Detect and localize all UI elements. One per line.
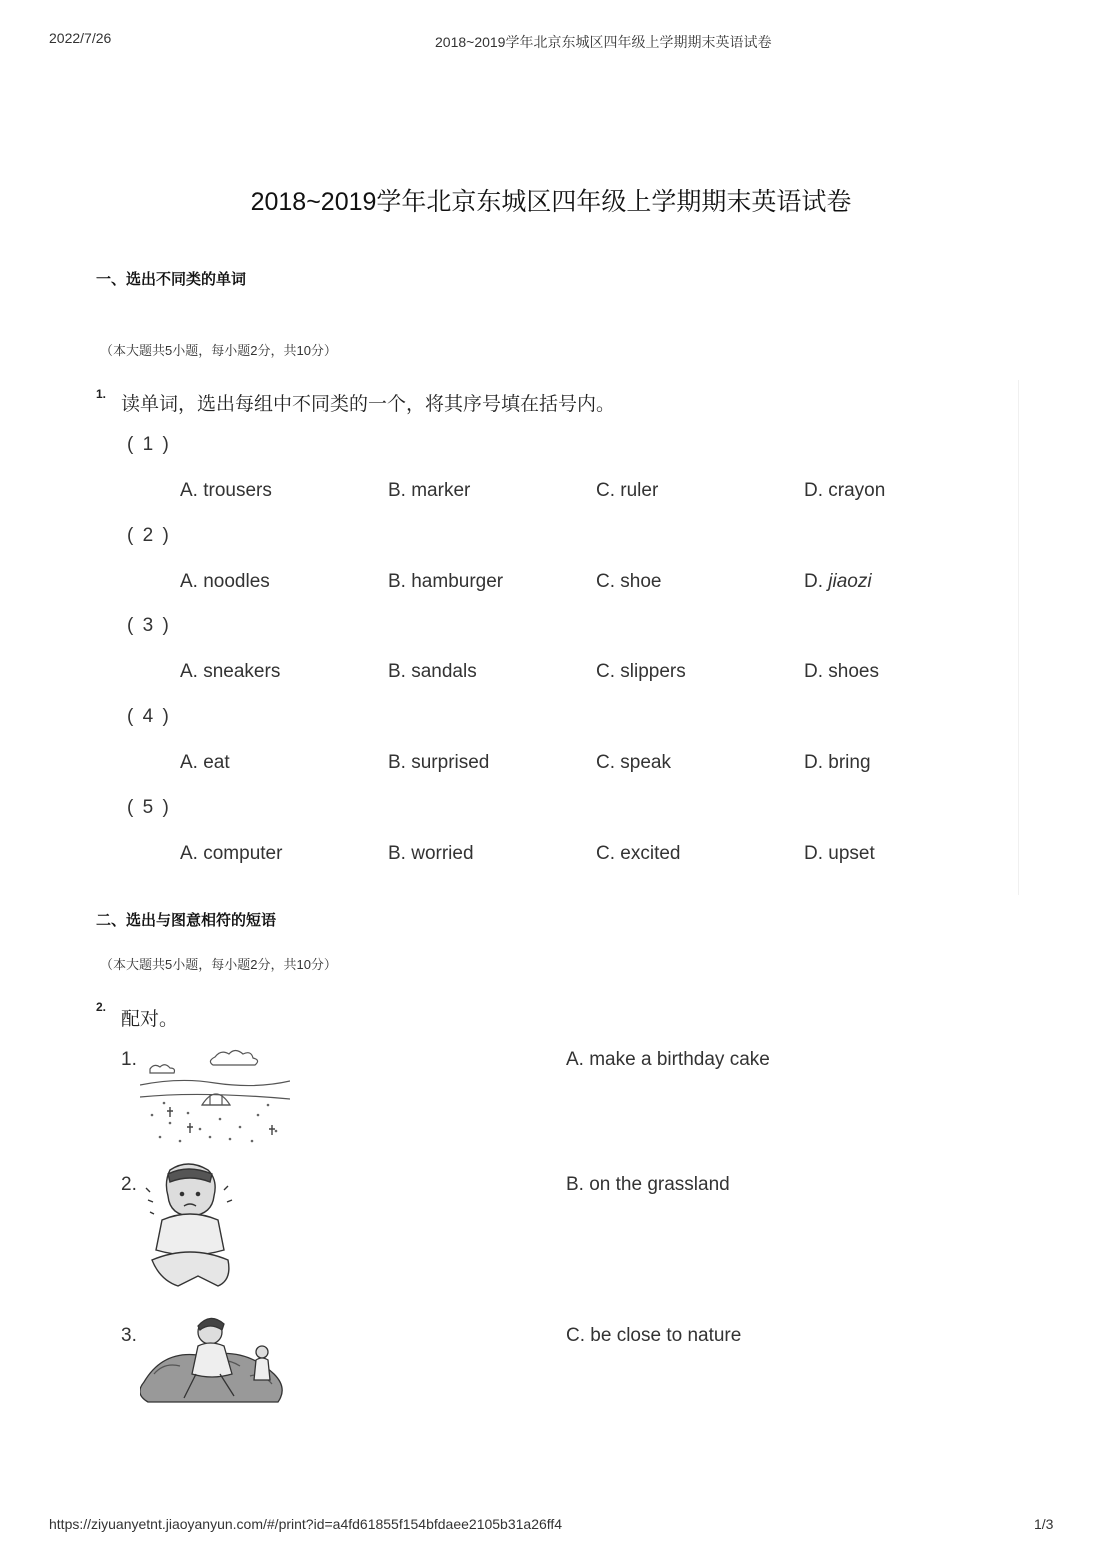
option-c: C. ruler xyxy=(596,480,659,501)
option-d: D. crayon xyxy=(804,480,886,501)
option-d-prefix: D. xyxy=(804,571,829,592)
sub-item-number: ( 2 ) xyxy=(127,525,171,546)
option-b: B. sandals xyxy=(388,661,477,682)
option-d: D. shoes xyxy=(804,661,879,682)
nature-hiking-picture xyxy=(140,1312,290,1410)
picture-number: 1. xyxy=(121,1049,137,1070)
grassland-picture xyxy=(140,1045,290,1145)
option-a: A. eat xyxy=(180,752,230,773)
option-d xyxy=(804,571,872,593)
footer-url[interactable]: https://ziyuanyetnt.jiaoyanyun.com/#/print?id=a4fd61855f154bfdaee2105b31a26ff4 xyxy=(49,1516,563,1532)
section-1-note: （本大题共5小题，每小题2分，共10分） xyxy=(100,343,337,358)
question-2-text: 配对。 xyxy=(121,1009,179,1030)
question-1-text: 读单词，选出每组中不同类的一个，将其序号填在括号内。 xyxy=(121,394,616,415)
option-d: D. upset xyxy=(804,843,875,864)
option-a: A. trousers xyxy=(180,480,272,501)
option-c: C. speak xyxy=(596,752,671,773)
footer-page-number: 1/3 xyxy=(1034,1516,1054,1532)
option-a: A. noodles xyxy=(180,571,270,592)
option-b: B. marker xyxy=(388,480,471,501)
sub-item-number: ( 4 ) xyxy=(127,706,171,727)
option-c: C. slippers xyxy=(596,661,686,682)
section-2-heading: 二、选出与图意相符的短语 xyxy=(96,912,277,929)
sub-item-number: ( 3 ) xyxy=(127,615,171,636)
option-b: B. hamburger xyxy=(388,571,504,592)
match-option-c: C. be close to nature xyxy=(566,1325,742,1346)
option-a: A. computer xyxy=(180,843,283,864)
option-d: D. bring xyxy=(804,752,871,773)
section-1-heading: 一、选出不同类的单词 xyxy=(96,271,247,288)
option-c: C. shoe xyxy=(596,571,662,592)
option-d-italic: jiaozi xyxy=(828,571,872,592)
option-a: A. sneakers xyxy=(180,661,281,682)
option-b: B. surprised xyxy=(388,752,490,773)
picture-number: 2. xyxy=(121,1174,137,1195)
divider xyxy=(1018,380,1019,895)
option-c: C. excited xyxy=(596,843,681,864)
header-date: 2022/7/26 xyxy=(49,30,112,46)
section-2-note: （本大题共5小题，每小题2分，共10分） xyxy=(100,957,337,972)
picture-number: 3. xyxy=(121,1325,137,1346)
match-option-b: B. on the grassland xyxy=(566,1174,730,1195)
sub-item-number: ( 1 ) xyxy=(127,434,171,455)
header-title: 2018~2019学年北京东城区四年级上学期期末英语试卷 xyxy=(435,34,772,50)
sub-item-number: ( 5 ) xyxy=(127,797,171,818)
document-title: 2018~2019学年北京东城区四年级上学期期末英语试卷 xyxy=(250,188,852,216)
question-1-number: 1. xyxy=(96,387,107,401)
match-option-a: A. make a birthday cake xyxy=(566,1049,770,1070)
question-2-number: 2. xyxy=(96,1000,107,1014)
option-b: B. worried xyxy=(388,843,474,864)
worried-person-picture xyxy=(140,1160,240,1295)
